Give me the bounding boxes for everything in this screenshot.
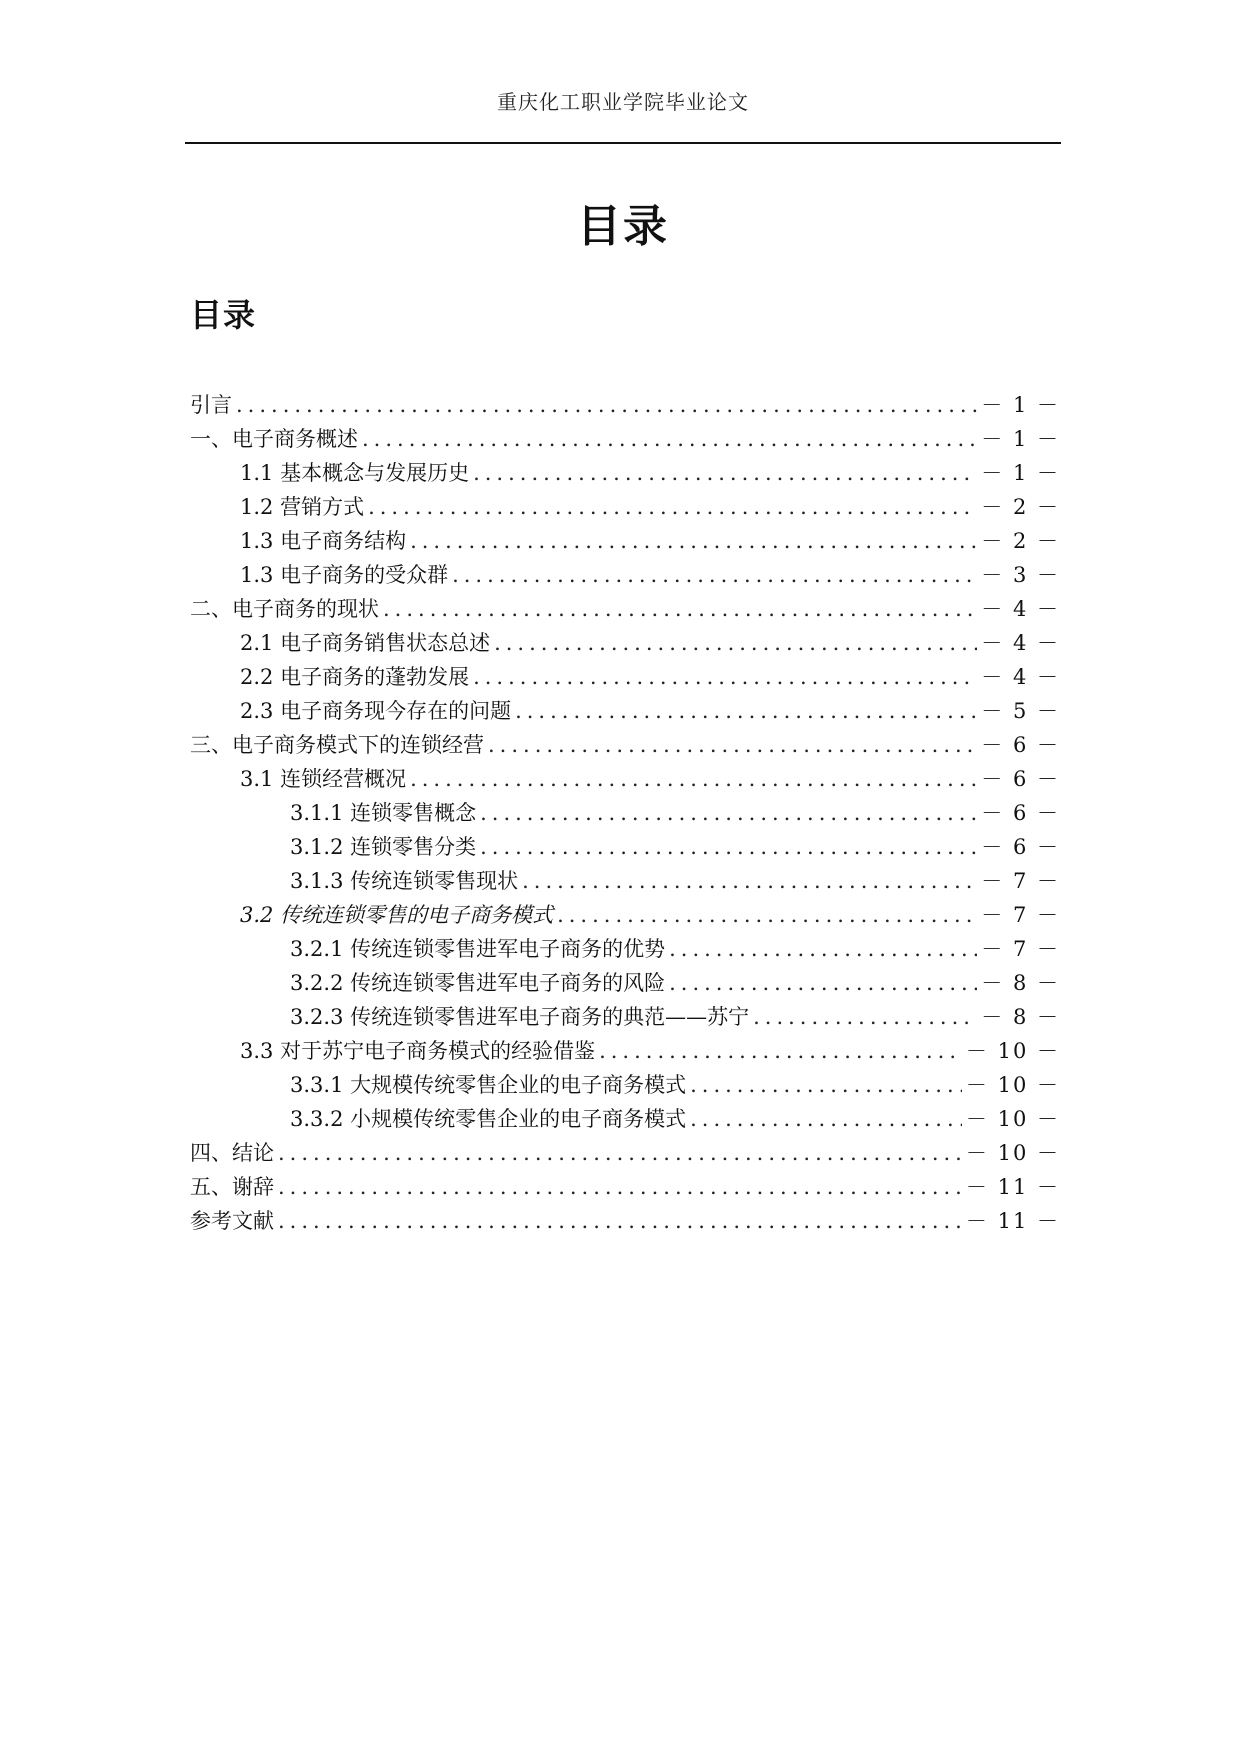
toc-entry-page: － 1 － — [981, 461, 1060, 485]
toc-entry-label: 3.1.1 连锁零售概念 — [290, 801, 477, 825]
table-of-contents — [190, 388, 1060, 1238]
toc-leader-dots — [488, 728, 977, 762]
toc-entry-page: － 6 － — [981, 767, 1060, 791]
toc-entry[interactable] — [190, 660, 1060, 694]
toc-entry[interactable] — [190, 490, 1060, 524]
toc-leader-dots — [480, 830, 977, 864]
toc-entry-label: 四、结论 — [190, 1141, 274, 1165]
toc-entry[interactable] — [190, 864, 1060, 898]
toc-leader-dots — [690, 1102, 962, 1136]
toc-entry-page: － 10 － — [965, 1141, 1060, 1165]
toc-entry[interactable] — [190, 626, 1060, 660]
toc-leader-dots — [515, 694, 977, 728]
toc-leader-dots — [278, 1204, 962, 1238]
toc-leader-dots — [494, 626, 977, 660]
toc-entry-label: 3.2.2 传统连锁零售进军电子商务的风险 — [290, 971, 666, 995]
toc-entry-label: 3.3.1 大规模传统零售企业的电子商务模式 — [290, 1073, 687, 1097]
header-rule — [185, 142, 1061, 144]
toc-entry-page: － 2 － — [981, 495, 1060, 519]
toc-heading: 目录 — [190, 296, 257, 334]
toc-entry-label: 参考文献 — [190, 1209, 274, 1233]
toc-entry-label: 3.2.1 传统连锁零售进军电子商务的优势 — [290, 937, 666, 961]
toc-entry[interactable] — [190, 830, 1060, 864]
toc-entry[interactable] — [190, 762, 1060, 796]
toc-entry-label: 3.1.2 连锁零售分类 — [290, 835, 477, 859]
toc-entry-page: － 10 － — [965, 1039, 1060, 1063]
toc-entry[interactable] — [190, 1102, 1060, 1136]
toc-entry-page: － 8 － — [981, 1005, 1060, 1029]
toc-entry-label: 2.1 电子商务销售状态总述 — [240, 631, 491, 655]
toc-entry-page: － 2 － — [981, 529, 1060, 553]
toc-entry-label: 1.3 电子商务的受众群 — [240, 563, 449, 587]
toc-entry[interactable] — [190, 796, 1060, 830]
toc-leader-dots — [278, 1170, 962, 1204]
toc-leader-dots — [480, 796, 977, 830]
toc-leader-dots — [690, 1068, 962, 1102]
toc-entry-label: 1.2 营销方式 — [240, 495, 365, 519]
toc-entry[interactable] — [190, 1000, 1060, 1034]
toc-entry-label: 2.2 电子商务的蓬勃发展 — [240, 665, 470, 689]
toc-entry[interactable] — [190, 558, 1060, 592]
toc-leader-dots — [278, 1136, 962, 1170]
toc-entry-page: － 7 － — [981, 869, 1060, 893]
toc-entry-label: 一、电子商务概述 — [190, 427, 358, 451]
toc-leader-dots — [669, 966, 977, 1000]
toc-entry[interactable] — [190, 932, 1060, 966]
toc-leader-dots — [599, 1034, 962, 1068]
toc-entry-page: － 4 － — [981, 631, 1060, 655]
page-title: 目录 — [577, 201, 669, 252]
toc-entry-page: － 10 － — [965, 1107, 1060, 1131]
toc-entry-page: － 4 － — [981, 597, 1060, 621]
toc-leader-dots — [236, 388, 977, 422]
toc-entry-page: － 1 － — [981, 393, 1060, 417]
toc-entry-page: － 8 － — [981, 971, 1060, 995]
toc-entry-label: 三、电子商务模式下的连锁经营 — [190, 733, 484, 757]
toc-entry-page: － 1 － — [981, 427, 1060, 451]
toc-leader-dots — [410, 524, 977, 558]
toc-entry[interactable] — [190, 1068, 1060, 1102]
toc-entry-page: － 7 － — [981, 903, 1060, 927]
toc-leader-dots — [473, 660, 977, 694]
toc-entry-label: 3.3.2 小规模传统零售企业的电子商务模式 — [290, 1107, 687, 1131]
toc-entry[interactable] — [190, 388, 1060, 422]
toc-entry-label: 1.1 基本概念与发展历史 — [240, 461, 470, 485]
toc-entry[interactable] — [190, 1204, 1060, 1238]
toc-entry[interactable] — [190, 592, 1060, 626]
toc-entry-label: 2.3 电子商务现今存在的问题 — [240, 699, 512, 723]
toc-entry-page: － 10 － — [965, 1073, 1060, 1097]
toc-leader-dots — [383, 592, 977, 626]
toc-entry[interactable] — [190, 524, 1060, 558]
toc-entry-label: 3.1.3 传统连锁零售现状 — [290, 869, 519, 893]
toc-entry-page: － 11 － — [965, 1209, 1060, 1233]
toc-entry-page: － 3 － — [981, 563, 1060, 587]
toc-entry-page: － 4 － — [981, 665, 1060, 689]
toc-entry-label: 二、电子商务的现状 — [190, 597, 379, 621]
toc-leader-dots — [753, 1000, 977, 1034]
toc-entry-label: 3.3 对于苏宁电子商务模式的经验借鉴 — [240, 1039, 596, 1063]
toc-entry-label: 引言 — [190, 393, 232, 417]
toc-entry-label: 1.3 电子商务结构 — [240, 529, 407, 553]
toc-entry[interactable] — [190, 728, 1060, 762]
running-header: 重庆化工职业学院毕业论文 — [497, 90, 749, 114]
toc-entry-page: － 6 － — [981, 801, 1060, 825]
toc-leader-dots — [473, 456, 977, 490]
toc-entry-page: － 6 － — [981, 835, 1060, 859]
toc-entry-page: － 11 － — [965, 1175, 1060, 1199]
toc-entry[interactable] — [190, 966, 1060, 1000]
toc-leader-dots — [669, 932, 977, 966]
toc-entry-page: － 5 － — [981, 699, 1060, 723]
toc-leader-dots — [410, 762, 977, 796]
toc-entry-label: 3.1 连锁经营概况 — [240, 767, 407, 791]
toc-entry-label: 3.2 传统连锁零售的电子商务模式 — [240, 903, 554, 927]
toc-entry[interactable] — [190, 898, 1060, 932]
toc-leader-dots — [522, 864, 977, 898]
toc-entry[interactable] — [190, 422, 1060, 456]
toc-entry-label: 3.2.3 传统连锁零售进军电子商务的典范——苏宁 — [290, 1005, 750, 1029]
toc-entry[interactable] — [190, 694, 1060, 728]
toc-entry[interactable] — [190, 1034, 1060, 1068]
toc-entry[interactable] — [190, 456, 1060, 490]
toc-entry-label: 五、谢辞 — [190, 1175, 274, 1199]
toc-leader-dots — [557, 898, 977, 932]
toc-leader-dots — [362, 422, 977, 456]
toc-leader-dots — [452, 558, 977, 592]
toc-entry[interactable] — [190, 1170, 1060, 1204]
toc-leader-dots — [368, 490, 977, 524]
toc-entry[interactable] — [190, 1136, 1060, 1170]
toc-entry-page: － 7 － — [981, 937, 1060, 961]
toc-entry-page: － 6 － — [981, 733, 1060, 757]
